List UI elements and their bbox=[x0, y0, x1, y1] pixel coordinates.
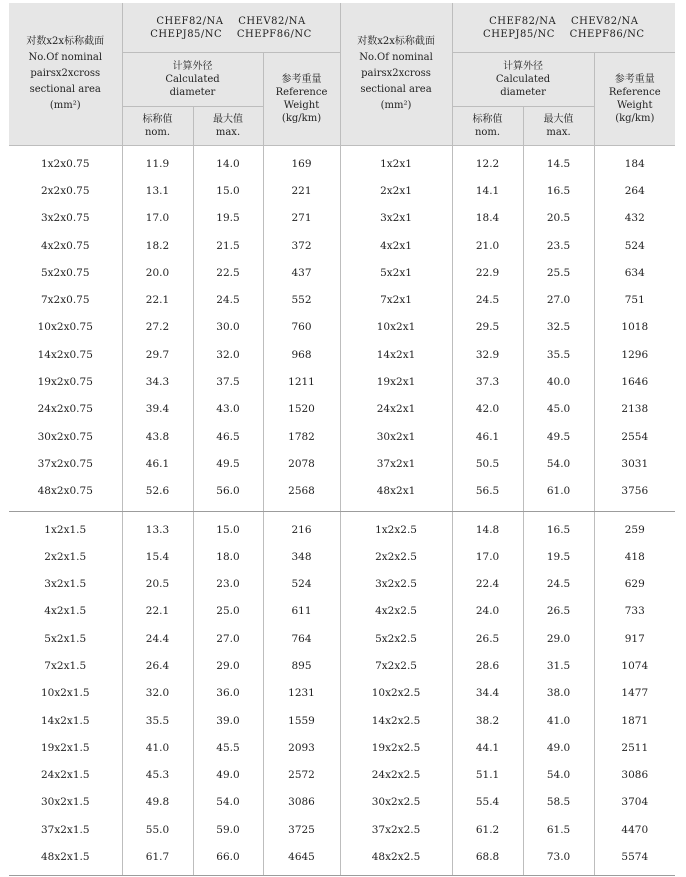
nom-cell: 14.1 bbox=[452, 177, 523, 204]
table-row bbox=[9, 150, 675, 177]
size-cell: 4x2x1 bbox=[340, 232, 452, 259]
max-cell: 18.0 bbox=[193, 543, 263, 570]
spacer-cell bbox=[340, 871, 452, 876]
nom-cell: 35.5 bbox=[122, 707, 193, 734]
weight-header-right bbox=[594, 53, 675, 146]
nom-cell: 17.0 bbox=[122, 205, 193, 232]
table-header bbox=[9, 3, 675, 146]
nom-cell: 20.5 bbox=[122, 570, 193, 597]
size-cell: 30x2x1 bbox=[340, 423, 452, 450]
cable-spec-table bbox=[9, 3, 675, 876]
max-label-en: max. bbox=[546, 127, 571, 138]
size-cell: 2x2x1.5 bbox=[9, 543, 122, 570]
models-line-2: CHEPJ85/NC CHEPF86/NC bbox=[483, 28, 645, 40]
max-cell: 21.5 bbox=[193, 232, 263, 259]
nom-cell: 43.8 bbox=[122, 423, 193, 450]
weight-label-cn: 参考重量 bbox=[614, 74, 655, 85]
weight-label-cn: 参考重量 bbox=[281, 74, 322, 85]
max-cell: 14.0 bbox=[193, 150, 263, 177]
size-cell: 1x2x1 bbox=[340, 150, 452, 177]
size-cell: 10x2x1 bbox=[340, 314, 452, 341]
max-cell: 31.5 bbox=[523, 652, 594, 679]
max-cell: 38.0 bbox=[523, 680, 594, 707]
area-header-left bbox=[9, 3, 122, 146]
max-cell: 14.5 bbox=[523, 150, 594, 177]
area-label-cn: 对数x2x标称截面 bbox=[26, 36, 105, 47]
nom-cell: 34.3 bbox=[122, 368, 193, 395]
max-cell: 35.5 bbox=[523, 341, 594, 368]
size-cell: 7x2x1.5 bbox=[9, 652, 122, 679]
area-label-en-4: (mm²) bbox=[380, 100, 412, 111]
weight-label-en-3: (kg/km) bbox=[615, 113, 655, 124]
nom-cell: 24.5 bbox=[452, 286, 523, 313]
size-cell: 2x2x1 bbox=[340, 177, 452, 204]
nom-cell: 46.1 bbox=[122, 450, 193, 477]
max-cell: 66.0 bbox=[193, 843, 263, 870]
weight-cell: 968 bbox=[263, 341, 340, 368]
max-cell: 26.5 bbox=[523, 598, 594, 625]
size-cell: 5x2x2.5 bbox=[340, 625, 452, 652]
max-cell: 36.0 bbox=[193, 680, 263, 707]
nom-cell: 29.5 bbox=[452, 314, 523, 341]
weight-cell: 184 bbox=[624, 157, 645, 170]
size-cell: 3x2x1 bbox=[340, 205, 452, 232]
table-row bbox=[9, 205, 675, 232]
weight-cell: 917 bbox=[624, 632, 645, 645]
max-cell: 49.5 bbox=[523, 423, 594, 450]
weight-cell: 271 bbox=[263, 205, 340, 232]
area-label-en-1: No.Of nominal bbox=[28, 52, 103, 63]
spacer-cell bbox=[9, 871, 122, 876]
weight-cell: 2572 bbox=[263, 762, 340, 789]
max-cell: 24.5 bbox=[523, 570, 594, 597]
weight-cell: 1477 bbox=[621, 687, 649, 700]
size-cell: 10x2x2.5 bbox=[340, 680, 452, 707]
weight-cell: 437 bbox=[263, 259, 340, 286]
nom-label-en: nom. bbox=[144, 127, 171, 138]
calc-label-en-2: diameter bbox=[500, 87, 546, 98]
size-cell: 19x2x2.5 bbox=[340, 734, 452, 761]
nom-cell: 20.0 bbox=[122, 259, 193, 286]
weight-cell: 169 bbox=[263, 150, 340, 177]
size-cell: 37x2x0.75 bbox=[9, 450, 122, 477]
weight-cell: 2568 bbox=[263, 478, 340, 505]
table-row bbox=[9, 177, 675, 204]
weight-cell: 1559 bbox=[263, 707, 340, 734]
size-cell: 48x2x0.75 bbox=[9, 478, 122, 505]
calc-label-cn: 计算外径 bbox=[503, 61, 544, 72]
max-cell: 20.5 bbox=[523, 205, 594, 232]
max-cell: 23.0 bbox=[193, 570, 263, 597]
table-body bbox=[9, 146, 675, 876]
nom-cell: 49.8 bbox=[122, 789, 193, 816]
max-label-cn: 最大值 bbox=[213, 114, 243, 125]
weight-cell: 4645 bbox=[263, 843, 340, 870]
max-cell: 61.0 bbox=[523, 478, 594, 505]
area-label-en-4: (mm²) bbox=[49, 100, 81, 111]
size-cell: 7x2x1 bbox=[340, 286, 452, 313]
size-cell: 14x2x1 bbox=[340, 341, 452, 368]
spacer-cell bbox=[452, 871, 523, 876]
weight-cell: 348 bbox=[263, 543, 340, 570]
spacer-cell bbox=[594, 871, 675, 876]
spacer-cell bbox=[193, 871, 263, 876]
nom-cell: 68.8 bbox=[452, 843, 523, 870]
nom-cell: 55.0 bbox=[122, 816, 193, 843]
size-cell: 14x2x1.5 bbox=[9, 707, 122, 734]
max-cell: 46.5 bbox=[193, 423, 263, 450]
size-cell: 5x2x1.5 bbox=[9, 625, 122, 652]
nom-cell: 22.4 bbox=[452, 570, 523, 597]
spacer-cell bbox=[263, 871, 340, 876]
area-header-right bbox=[340, 3, 452, 146]
table-row bbox=[9, 368, 675, 395]
table-row bbox=[9, 516, 675, 543]
weight-cell: 1231 bbox=[263, 680, 340, 707]
table-row bbox=[9, 598, 675, 625]
table-row bbox=[9, 734, 675, 761]
max-cell: 39.0 bbox=[193, 707, 263, 734]
max-cell: 40.0 bbox=[523, 368, 594, 395]
table-row bbox=[9, 314, 675, 341]
max-label-cn: 最大值 bbox=[543, 114, 574, 125]
nom-cell: 24.4 bbox=[122, 625, 193, 652]
row-spacer bbox=[9, 871, 675, 876]
weight-cell: 1871 bbox=[621, 714, 649, 727]
max-cell: 32.0 bbox=[193, 341, 263, 368]
table-row bbox=[9, 423, 675, 450]
model-header-left bbox=[122, 3, 340, 53]
table-row bbox=[9, 478, 675, 505]
nom-cell: 52.6 bbox=[122, 478, 193, 505]
weight-cell: 259 bbox=[624, 523, 645, 536]
max-cell: 73.0 bbox=[523, 843, 594, 870]
table-row bbox=[9, 707, 675, 734]
nom-cell: 55.4 bbox=[452, 789, 523, 816]
weight-cell: 5574 bbox=[621, 851, 649, 864]
nom-cell: 18.4 bbox=[452, 205, 523, 232]
max-cell: 30.0 bbox=[193, 314, 263, 341]
size-cell: 1x2x0.75 bbox=[9, 150, 122, 177]
nom-label-cn: 标称值 bbox=[472, 114, 503, 125]
size-cell: 48x2x1 bbox=[340, 478, 452, 505]
size-cell: 10x2x1.5 bbox=[9, 680, 122, 707]
nom-cell: 22.9 bbox=[452, 259, 523, 286]
weight-cell: 2554 bbox=[621, 430, 649, 443]
table-row bbox=[9, 232, 675, 259]
max-cell: 59.0 bbox=[193, 816, 263, 843]
nom-cell: 39.4 bbox=[122, 396, 193, 423]
weight-cell: 3704 bbox=[621, 796, 649, 809]
weight-cell: 611 bbox=[263, 598, 340, 625]
size-cell: 3x2x1.5 bbox=[9, 570, 122, 597]
max-cell: 16.5 bbox=[523, 516, 594, 543]
max-cell: 61.5 bbox=[523, 816, 594, 843]
table-row bbox=[9, 625, 675, 652]
nom-label-en: nom. bbox=[474, 127, 501, 138]
size-cell: 2x2x0.75 bbox=[9, 177, 122, 204]
max-cell: 15.0 bbox=[193, 177, 263, 204]
nom-cell: 21.0 bbox=[452, 232, 523, 259]
nom-header-right bbox=[452, 107, 523, 146]
max-label-en: max. bbox=[215, 127, 241, 138]
size-cell: 24x2x0.75 bbox=[9, 396, 122, 423]
weight-cell: 1018 bbox=[621, 321, 649, 334]
weight-cell: 629 bbox=[624, 578, 645, 591]
weight-header-left bbox=[263, 53, 340, 146]
size-cell: 24x2x1 bbox=[340, 396, 452, 423]
size-cell: 19x2x1.5 bbox=[9, 734, 122, 761]
calc-label-en-2: diameter bbox=[169, 87, 216, 98]
nom-cell: 41.0 bbox=[122, 734, 193, 761]
nom-cell: 26.4 bbox=[122, 652, 193, 679]
nom-cell: 12.2 bbox=[452, 150, 523, 177]
size-cell: 30x2x1.5 bbox=[9, 789, 122, 816]
size-cell: 24x2x2.5 bbox=[340, 762, 452, 789]
nom-cell: 14.8 bbox=[452, 516, 523, 543]
weight-cell: 221 bbox=[263, 177, 340, 204]
max-cell: 37.5 bbox=[193, 368, 263, 395]
size-cell: 24x2x1.5 bbox=[9, 762, 122, 789]
model-header-right bbox=[452, 3, 675, 53]
max-cell: 19.5 bbox=[193, 205, 263, 232]
nom-cell: 18.2 bbox=[122, 232, 193, 259]
size-cell: 2x2x2.5 bbox=[340, 543, 452, 570]
size-cell: 1x2x2.5 bbox=[340, 516, 452, 543]
size-cell: 3x2x0.75 bbox=[9, 205, 122, 232]
weight-cell: 1211 bbox=[263, 368, 340, 395]
size-cell: 37x2x1.5 bbox=[9, 816, 122, 843]
max-cell: 25.5 bbox=[523, 259, 594, 286]
max-cell: 25.0 bbox=[193, 598, 263, 625]
weight-cell: 3086 bbox=[263, 789, 340, 816]
weight-cell: 524 bbox=[263, 570, 340, 597]
size-cell: 3x2x2.5 bbox=[340, 570, 452, 597]
size-cell: 48x2x1.5 bbox=[9, 843, 122, 870]
size-cell: 5x2x0.75 bbox=[9, 259, 122, 286]
table-row bbox=[9, 259, 675, 286]
max-cell: 45.5 bbox=[193, 734, 263, 761]
models-line-2: CHEPJ85/NC CHEPF86/NC bbox=[150, 28, 312, 40]
weight-cell: 524 bbox=[624, 239, 645, 252]
nom-cell: 28.6 bbox=[452, 652, 523, 679]
weight-cell: 2078 bbox=[263, 450, 340, 477]
weight-cell: 1520 bbox=[263, 396, 340, 423]
max-cell: 29.0 bbox=[193, 652, 263, 679]
weight-cell: 1646 bbox=[621, 376, 649, 389]
size-cell: 10x2x0.75 bbox=[9, 314, 122, 341]
table-row bbox=[9, 570, 675, 597]
max-cell: 43.0 bbox=[193, 396, 263, 423]
max-cell: 32.5 bbox=[523, 314, 594, 341]
max-cell: 24.5 bbox=[193, 286, 263, 313]
table-row bbox=[9, 396, 675, 423]
area-label-cn: 对数x2x标称截面 bbox=[357, 36, 435, 47]
weight-cell: 418 bbox=[624, 550, 645, 563]
weight-cell: 3725 bbox=[263, 816, 340, 843]
size-cell: 19x2x0.75 bbox=[9, 368, 122, 395]
calc-label-en-1: Calculated bbox=[165, 74, 220, 85]
size-cell: 4x2x2.5 bbox=[340, 598, 452, 625]
weight-cell: 552 bbox=[263, 286, 340, 313]
table-row bbox=[9, 789, 675, 816]
size-cell: 5x2x1 bbox=[340, 259, 452, 286]
area-label-en-3: sectional area bbox=[29, 84, 101, 95]
table-row bbox=[9, 843, 675, 870]
size-cell: 4x2x1.5 bbox=[9, 598, 122, 625]
nom-cell: 24.0 bbox=[452, 598, 523, 625]
max-cell: 16.5 bbox=[523, 177, 594, 204]
nom-cell: 37.3 bbox=[452, 368, 523, 395]
nom-cell: 61.2 bbox=[452, 816, 523, 843]
nom-cell: 22.1 bbox=[122, 598, 193, 625]
weight-cell: 2511 bbox=[621, 741, 649, 754]
nom-cell: 46.1 bbox=[452, 423, 523, 450]
weight-cell: 1296 bbox=[621, 348, 649, 361]
table-row bbox=[9, 450, 675, 477]
calc-diameter-header-left bbox=[122, 53, 263, 107]
nom-cell: 42.0 bbox=[452, 396, 523, 423]
weight-cell: 751 bbox=[624, 294, 645, 307]
weight-cell: 3086 bbox=[621, 769, 649, 782]
size-cell: 1x2x1.5 bbox=[9, 516, 122, 543]
area-label-en-2: pairsx2xcross bbox=[30, 68, 101, 79]
nom-cell: 11.9 bbox=[122, 150, 193, 177]
nom-cell: 15.4 bbox=[122, 543, 193, 570]
table-row bbox=[9, 652, 675, 679]
weight-cell: 4470 bbox=[621, 823, 649, 836]
nom-cell: 34.4 bbox=[452, 680, 523, 707]
size-cell: 7x2x0.75 bbox=[9, 286, 122, 313]
size-cell: 4x2x0.75 bbox=[9, 232, 122, 259]
max-cell: 27.0 bbox=[523, 286, 594, 313]
area-label-en-1: No.Of nominal bbox=[359, 52, 433, 63]
area-label-en-3: sectional area bbox=[360, 84, 432, 95]
max-cell: 58.5 bbox=[523, 789, 594, 816]
nom-cell: 13.1 bbox=[122, 177, 193, 204]
nom-cell: 32.0 bbox=[122, 680, 193, 707]
weight-cell: 264 bbox=[624, 184, 645, 197]
max-cell: 49.0 bbox=[193, 762, 263, 789]
weight-cell: 733 bbox=[624, 605, 645, 618]
max-cell: 56.0 bbox=[193, 478, 263, 505]
size-cell: 14x2x0.75 bbox=[9, 341, 122, 368]
nom-cell: 44.1 bbox=[452, 734, 523, 761]
size-cell: 7x2x2.5 bbox=[340, 652, 452, 679]
nom-cell: 17.0 bbox=[452, 543, 523, 570]
weight-label-en-1: Reference bbox=[608, 87, 661, 98]
weight-cell: 3031 bbox=[621, 457, 649, 470]
models-line-1: CHEF82/NA CHEV82/NA bbox=[489, 15, 639, 27]
size-cell: 48x2x2.5 bbox=[340, 843, 452, 870]
size-cell: 30x2x2.5 bbox=[340, 789, 452, 816]
table-row bbox=[9, 816, 675, 843]
weight-cell: 760 bbox=[263, 314, 340, 341]
calc-label-en-1: Calculated bbox=[495, 74, 551, 85]
max-cell: 49.5 bbox=[193, 450, 263, 477]
area-label-en-2: pairsx2xcross bbox=[361, 68, 431, 79]
max-header-right bbox=[523, 107, 594, 146]
max-cell: 41.0 bbox=[523, 707, 594, 734]
weight-cell: 895 bbox=[263, 652, 340, 679]
max-cell: 19.5 bbox=[523, 543, 594, 570]
calc-label-cn: 计算外径 bbox=[172, 61, 213, 72]
nom-cell: 51.1 bbox=[452, 762, 523, 789]
max-cell: 27.0 bbox=[193, 625, 263, 652]
max-cell: 49.0 bbox=[523, 734, 594, 761]
max-cell: 15.0 bbox=[193, 516, 263, 543]
nom-label-cn: 标称值 bbox=[142, 114, 173, 125]
nom-cell: 56.5 bbox=[452, 478, 523, 505]
nom-cell: 45.3 bbox=[122, 762, 193, 789]
max-cell: 54.0 bbox=[193, 789, 263, 816]
nom-cell: 27.2 bbox=[122, 314, 193, 341]
weight-label-en-3: (kg/km) bbox=[281, 113, 322, 124]
nom-cell: 22.1 bbox=[122, 286, 193, 313]
nom-cell: 61.7 bbox=[122, 843, 193, 870]
table-row bbox=[9, 341, 675, 368]
weight-cell: 1074 bbox=[621, 659, 649, 672]
nom-cell: 13.3 bbox=[122, 516, 193, 543]
weight-cell: 372 bbox=[263, 232, 340, 259]
max-header-left bbox=[193, 107, 263, 146]
nom-cell: 50.5 bbox=[452, 450, 523, 477]
weight-cell: 2138 bbox=[621, 403, 649, 416]
weight-cell: 1782 bbox=[263, 423, 340, 450]
nom-cell: 26.5 bbox=[452, 625, 523, 652]
weight-label-en-2: Weight bbox=[617, 100, 653, 111]
weight-cell: 2093 bbox=[263, 734, 340, 761]
table-row bbox=[9, 286, 675, 313]
weight-label-en-2: Weight bbox=[283, 100, 320, 111]
nom-cell: 29.7 bbox=[122, 341, 193, 368]
size-cell: 37x2x2.5 bbox=[340, 816, 452, 843]
nom-cell: 32.9 bbox=[452, 341, 523, 368]
max-cell: 29.0 bbox=[523, 625, 594, 652]
max-cell: 54.0 bbox=[523, 762, 594, 789]
max-cell: 54.0 bbox=[523, 450, 594, 477]
max-cell: 22.5 bbox=[193, 259, 263, 286]
size-cell: 14x2x2.5 bbox=[340, 707, 452, 734]
models-line-1: CHEF82/NA CHEV82/NA bbox=[156, 15, 306, 27]
nom-header-left bbox=[122, 107, 193, 146]
table-row bbox=[9, 543, 675, 570]
max-cell: 23.5 bbox=[523, 232, 594, 259]
calc-diameter-header-right bbox=[452, 53, 594, 107]
size-cell: 19x2x1 bbox=[340, 368, 452, 395]
spacer-cell bbox=[523, 871, 594, 876]
weight-cell: 3756 bbox=[621, 485, 649, 498]
weight-cell: 216 bbox=[263, 516, 340, 543]
nom-cell: 38.2 bbox=[452, 707, 523, 734]
max-cell: 45.0 bbox=[523, 396, 594, 423]
weight-cell: 634 bbox=[624, 266, 645, 279]
size-cell: 37x2x1 bbox=[340, 450, 452, 477]
table-row bbox=[9, 680, 675, 707]
weight-cell: 432 bbox=[624, 212, 645, 225]
weight-cell: 764 bbox=[263, 625, 340, 652]
size-cell: 30x2x0.75 bbox=[9, 423, 122, 450]
weight-label-en-1: Reference bbox=[275, 87, 328, 98]
spacer-cell bbox=[122, 871, 193, 876]
table-row bbox=[9, 762, 675, 789]
